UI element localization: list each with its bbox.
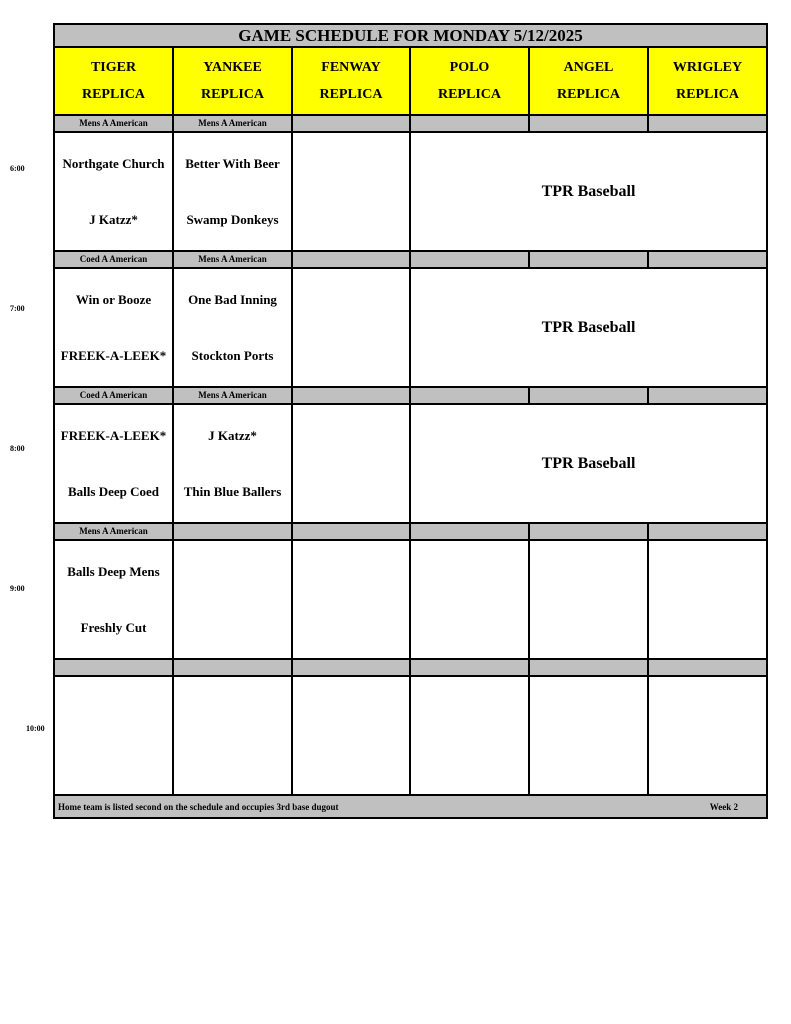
tpr-baseball-block: TPR Baseball (410, 404, 767, 523)
division-label (529, 659, 648, 676)
division-label (529, 251, 648, 268)
game-cell (292, 132, 410, 251)
home-team (649, 739, 766, 789)
game-cell (292, 268, 410, 387)
schedule-title: GAME SCHEDULE FOR MONDAY 5/12/2025 (54, 24, 767, 47)
game-cell (173, 540, 292, 659)
away-team: Better With Beer (185, 156, 280, 171)
game-cell (173, 676, 292, 795)
division-label (410, 659, 529, 676)
division-label (648, 251, 767, 268)
division-label: Mens A American (54, 523, 173, 540)
footer-note: Home team is listed second on the schedule and occupies 3rd base dugout (58, 801, 339, 812)
home-team (293, 739, 409, 789)
game-cell (173, 404, 292, 523)
footer (54, 795, 767, 818)
away-team: One Bad Inning (188, 292, 277, 307)
game-cell (292, 404, 410, 523)
division-label (173, 523, 292, 540)
away-team (411, 547, 528, 597)
time-label: 6:00 (10, 164, 25, 173)
field-header: TIGER REPLICA (54, 47, 173, 115)
away-team (55, 683, 172, 733)
home-team (530, 603, 647, 653)
division-label (292, 523, 410, 540)
division-label: Mens A American (173, 115, 292, 132)
division-label (292, 115, 410, 132)
division-label (529, 523, 648, 540)
field-header: WRIGLEY REPLICA (648, 47, 767, 115)
game-row (54, 132, 767, 251)
home-team: J Katzz* (89, 212, 138, 227)
game-row (54, 676, 767, 795)
division-row (54, 115, 767, 132)
division-row (54, 251, 767, 268)
away-team: Win or Booze (75, 292, 152, 307)
field-header: YANKEE REPLICA (173, 47, 292, 115)
game-cell (54, 540, 173, 659)
home-team (293, 331, 409, 381)
away-team (293, 547, 409, 597)
away-team (293, 275, 409, 325)
division-label (54, 659, 173, 676)
home-team (174, 739, 291, 789)
time-label: 8:00 (10, 444, 25, 453)
away-team (174, 683, 291, 733)
home-team (55, 739, 172, 789)
game-cell (410, 540, 529, 659)
home-team: Stockton Ports (191, 348, 274, 363)
home-team (293, 467, 409, 517)
game-row (54, 540, 767, 659)
division-label (648, 523, 767, 540)
week-label: Week 2 (709, 801, 739, 812)
game-row (54, 404, 767, 523)
tpr-baseball-block: TPR Baseball (410, 268, 767, 387)
game-cell (648, 676, 767, 795)
division-label: Coed A American (54, 387, 173, 404)
game-cell (54, 404, 173, 523)
home-team (411, 739, 528, 789)
away-team (293, 411, 409, 461)
home-team (293, 603, 409, 653)
game-cell (54, 132, 173, 251)
game-cell (173, 132, 292, 251)
home-team: Balls Deep Coed (68, 484, 159, 499)
game-cell (410, 676, 529, 795)
game-cell (648, 540, 767, 659)
time-label: 7:00 (10, 304, 25, 313)
game-cell (54, 676, 173, 795)
time-label: 9:00 (10, 584, 25, 593)
home-team (174, 603, 291, 653)
home-team (411, 603, 528, 653)
division-label (292, 387, 410, 404)
division-label (410, 387, 529, 404)
division-label (410, 251, 529, 268)
tpr-baseball-block: TPR Baseball (410, 132, 767, 251)
division-label: Mens A American (173, 387, 292, 404)
division-label (648, 115, 767, 132)
division-row (54, 659, 767, 676)
division-row (54, 387, 767, 404)
schedule-table (53, 23, 768, 819)
field-header: FENWAY REPLICA (292, 47, 410, 115)
away-team: Balls Deep Mens (67, 564, 160, 579)
away-team (649, 683, 766, 733)
division-label: Mens A American (173, 251, 292, 268)
division-label (529, 115, 648, 132)
away-team (293, 683, 409, 733)
division-label (292, 251, 410, 268)
time-label: 10:00 (26, 724, 45, 733)
division-label: Mens A American (54, 115, 173, 132)
home-team (530, 739, 647, 789)
away-team (174, 547, 291, 597)
division-label (529, 387, 648, 404)
division-label: Coed A American (54, 251, 173, 268)
division-label (410, 523, 529, 540)
away-team (530, 683, 647, 733)
field-header: ANGEL REPLICA (529, 47, 648, 115)
division-label (173, 659, 292, 676)
field-header-row (54, 47, 767, 115)
division-label (648, 387, 767, 404)
home-team: Thin Blue Ballers (183, 484, 282, 499)
home-team: FREEK-A-LEEK* (60, 348, 167, 363)
division-label (410, 115, 529, 132)
game-row (54, 268, 767, 387)
home-team (293, 195, 409, 245)
away-team: FREEK-A-LEEK* (60, 428, 167, 443)
away-team: Northgate Church (62, 156, 165, 171)
home-team: Freshly Cut (80, 620, 147, 635)
home-team (649, 603, 766, 653)
game-cell (173, 268, 292, 387)
away-team (411, 683, 528, 733)
division-row (54, 523, 767, 540)
away-team: J Katzz* (208, 428, 257, 443)
game-cell (292, 540, 410, 659)
game-cell (292, 676, 410, 795)
home-team: Swamp Donkeys (186, 212, 279, 227)
away-team (293, 139, 409, 189)
division-label (292, 659, 410, 676)
game-cell (54, 268, 173, 387)
division-label (648, 659, 767, 676)
field-header: POLO REPLICA (410, 47, 529, 115)
game-cell (529, 676, 648, 795)
game-cell (529, 540, 648, 659)
away-team (530, 547, 647, 597)
away-team (649, 547, 766, 597)
